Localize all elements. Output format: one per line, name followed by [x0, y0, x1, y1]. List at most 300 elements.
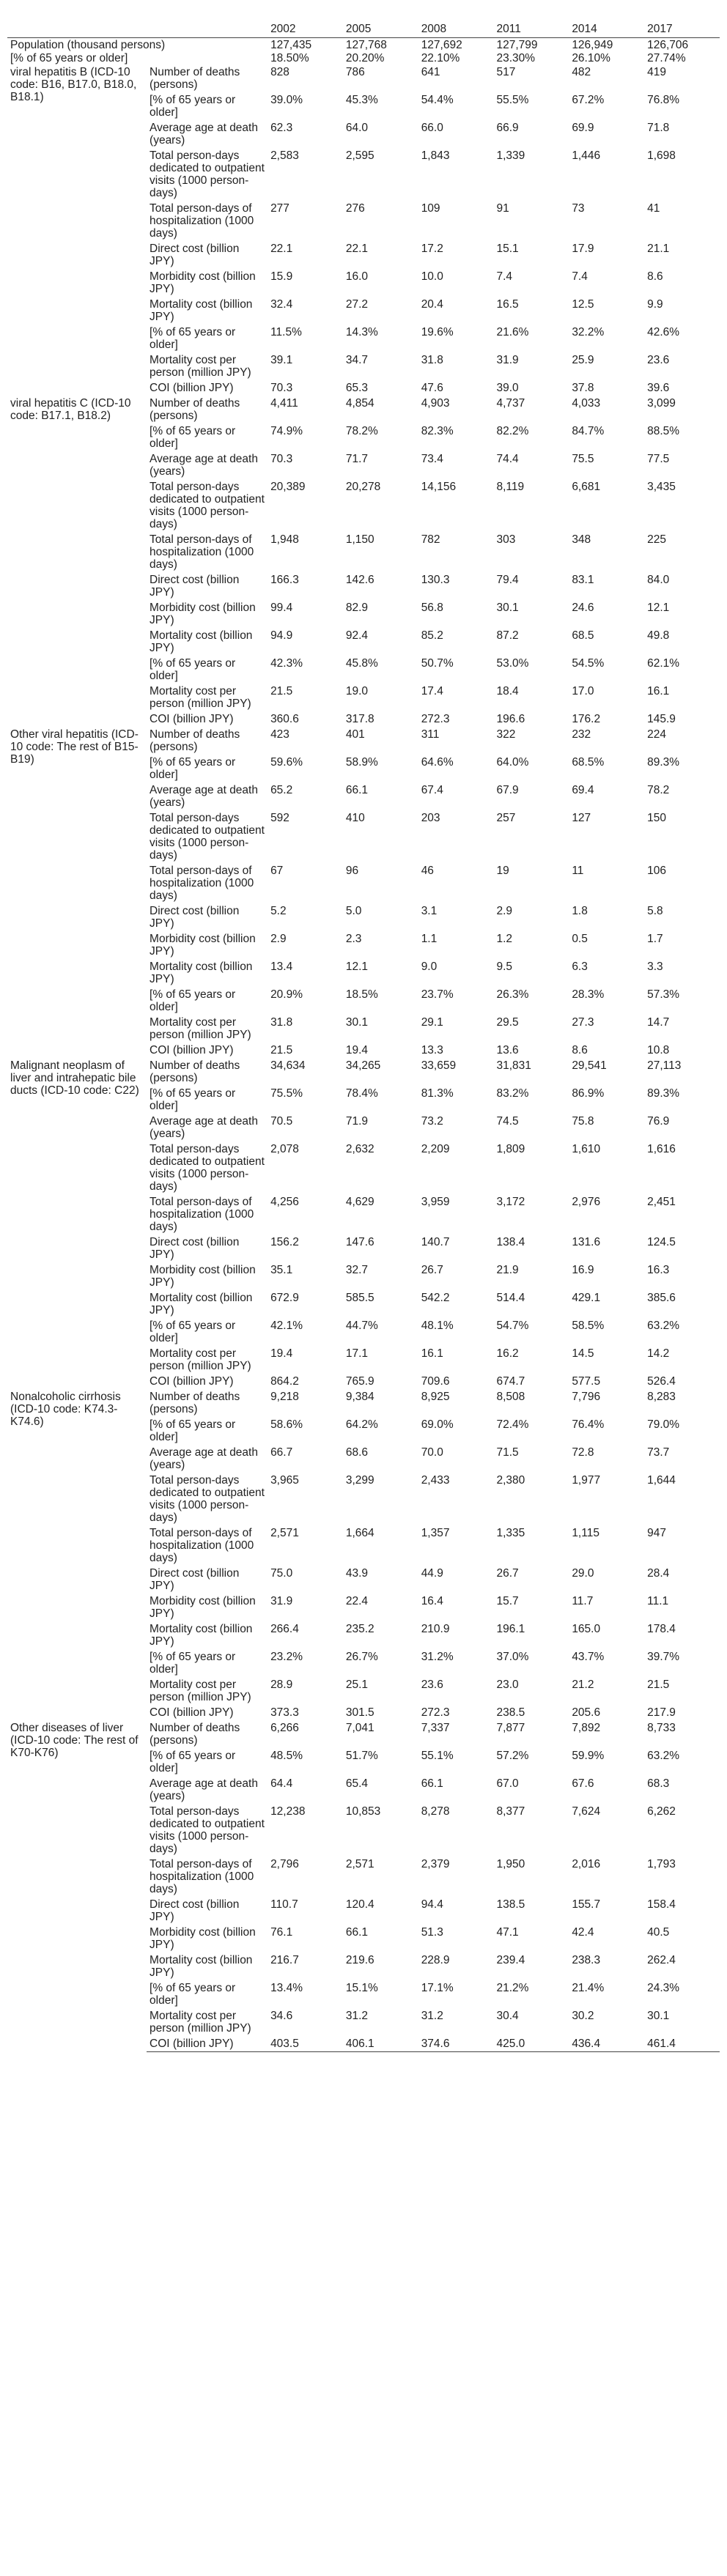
- metric-value: 64.6%: [421, 756, 454, 769]
- population-elderly-label: [% of 65 years or older]: [10, 52, 128, 64]
- metric-value: 89.3%: [647, 756, 680, 769]
- metric-value: 1,698: [647, 149, 676, 162]
- metric-label: Average age at death (years): [150, 784, 258, 809]
- metric-value: 82.2%: [496, 425, 529, 437]
- metric-value: 4,256: [270, 1196, 299, 1208]
- metric-value: 1,339: [496, 149, 525, 162]
- metric-value: 423: [270, 728, 289, 741]
- metric-value: 14.3%: [345, 326, 378, 338]
- metric-value: 3,099: [647, 397, 676, 410]
- metric-value: 22.4: [345, 1595, 369, 1607]
- metric-value: 131.6: [572, 1236, 601, 1248]
- metric-value: 96: [345, 865, 359, 877]
- metric-value: 21.2%: [496, 1982, 529, 1994]
- metric-label: COI (billion JPY): [150, 1044, 234, 1056]
- metric-value: 542.2: [421, 1292, 450, 1304]
- metric-value: 9,384: [345, 1391, 374, 1403]
- metric-value: 22.1: [345, 243, 369, 255]
- metric-value: 4,033: [572, 397, 601, 410]
- metric-value: 7,892: [572, 1722, 601, 1734]
- metric-value: 238.3: [572, 1954, 601, 1966]
- metric-value: 155.7: [572, 1898, 601, 1911]
- metric-label: Total person-days of hospitalization (1000 days): [150, 533, 254, 571]
- metric-label: Total person-days dedicated to outpatient visits (1000 person-days): [150, 1805, 265, 1855]
- metric-value: 68.5: [572, 629, 594, 642]
- metric-value: 166.3: [270, 574, 299, 586]
- metric-value: 76.8%: [647, 94, 680, 106]
- metric-value: 79.0%: [647, 1418, 680, 1431]
- metric-value: 74.4: [496, 453, 519, 465]
- table-body: [7, 38, 720, 2052]
- metric-value: 6,262: [647, 1805, 676, 1818]
- metric-value: 224: [647, 728, 666, 741]
- metric-label: COI (billion JPY): [150, 1706, 234, 1719]
- metric-row: [7, 64, 720, 92]
- metric-value: 9.9: [647, 298, 663, 311]
- metric-value: 709.6: [421, 1375, 450, 1388]
- metric-label: [% of 65 years or older]: [150, 756, 236, 781]
- metric-row: [7, 1058, 720, 1086]
- metric-value: 176.2: [572, 713, 601, 725]
- metric-value: 94.9: [270, 629, 293, 642]
- metric-value: 73.7: [647, 1446, 670, 1459]
- metric-label: Total person-days of hospitalization (1000 days): [150, 1858, 254, 1895]
- metric-value: 39.7%: [647, 1651, 680, 1663]
- metric-value: 15.1%: [345, 1982, 378, 1994]
- metric-label: Total person-days of hospitalization (1000 days): [150, 865, 254, 902]
- metric-value: 2,976: [572, 1196, 601, 1208]
- metric-value: 58.6%: [270, 1418, 303, 1431]
- metric-value: 142.6: [345, 574, 374, 586]
- metric-value: 266.4: [270, 1623, 299, 1635]
- metric-value: 66.1: [345, 784, 369, 796]
- metric-value: 77.5: [647, 453, 670, 465]
- metric-value: 196.1: [496, 1623, 525, 1635]
- metric-value: 2,571: [270, 1527, 299, 1539]
- metric-value: 2.3: [345, 933, 362, 945]
- metric-value: 348: [572, 533, 591, 546]
- metric-value: 71.5: [496, 1446, 519, 1459]
- metric-value: 49.8: [647, 629, 670, 642]
- metric-value: 87.2: [496, 629, 519, 642]
- metric-value: 4,629: [345, 1196, 374, 1208]
- metric-value: 48.1%: [421, 1320, 454, 1332]
- metric-label: Direct cost (billion JPY): [150, 1898, 240, 1923]
- metric-label: Morbidity cost (billion JPY): [150, 1264, 256, 1289]
- metric-value: 18.4: [496, 685, 519, 697]
- metric-value: 32.2%: [572, 326, 605, 338]
- metric-label: Mortality cost (billion JPY): [150, 1954, 253, 1979]
- metric-value: 45.3%: [345, 94, 378, 106]
- metric-value: 7.4: [496, 270, 513, 283]
- metric-value: 385.6: [647, 1292, 676, 1304]
- metric-value: 17.0: [572, 685, 594, 697]
- metric-value: 235.2: [345, 1623, 374, 1635]
- metric-label: Direct cost (billion JPY): [150, 905, 240, 930]
- metric-value: 17.9: [572, 243, 594, 255]
- metric-value: 43.9: [345, 1567, 369, 1580]
- metric-value: 216.7: [270, 1954, 299, 1966]
- metric-value: 16.4: [421, 1595, 443, 1607]
- metric-value: 54.4%: [421, 94, 454, 106]
- metric-value: 8,377: [496, 1805, 525, 1818]
- metric-value: 37.0%: [496, 1651, 529, 1663]
- metric-value: 67: [270, 865, 284, 877]
- metric-value: 84.7%: [572, 425, 605, 437]
- metric-value: 69.0%: [421, 1418, 454, 1431]
- metric-value: 46: [421, 865, 434, 877]
- metric-value: 1,357: [421, 1527, 450, 1539]
- metric-label: Total person-days dedicated to outpatient visits (1000 person-days): [150, 1474, 265, 1524]
- metric-value: 156.2: [270, 1236, 299, 1248]
- metric-value: 4,737: [496, 397, 525, 410]
- metric-value: 1,793: [647, 1858, 676, 1870]
- metric-value: 31.9: [496, 354, 519, 366]
- metric-label: Total person-days dedicated to outpatient visits (1000 person-days): [150, 812, 265, 862]
- metric-value: 461.4: [644, 2036, 720, 2052]
- metric-value: 1.2: [496, 933, 513, 945]
- metric-value: 31.2: [345, 2010, 369, 2022]
- metric-value: 31.8: [421, 354, 443, 366]
- metric-value: 674.7: [496, 1375, 525, 1388]
- metric-value: 31.2%: [421, 1651, 454, 1663]
- metric-value: 110.7: [270, 1898, 298, 1911]
- metric-value: 78.2: [647, 784, 670, 796]
- metric-value: 120.4: [345, 1898, 374, 1911]
- metric-value: 66.7: [270, 1446, 293, 1459]
- metric-value: 16.1: [421, 1347, 443, 1360]
- metric-value: 109: [421, 202, 440, 215]
- metric-value: 7.4: [572, 270, 588, 283]
- metric-value: 76.4%: [572, 1418, 605, 1431]
- metric-value: 165.0: [572, 1623, 601, 1635]
- metric-value: 67.6: [572, 1777, 594, 1790]
- metric-value: 39.0%: [270, 94, 303, 106]
- coi-table: [7, 22, 720, 2052]
- metric-label: Total person-days of hospitalization (1000 days): [150, 1196, 254, 1233]
- metric-value: 29.5: [496, 1016, 519, 1029]
- metric-value: 21.5: [647, 1679, 670, 1691]
- metric-value: 47.1: [496, 1926, 519, 1939]
- metric-label: [% of 65 years or older]: [150, 1418, 236, 1443]
- metric-value: 1,610: [572, 1143, 601, 1155]
- metric-value: 14.5: [572, 1347, 594, 1360]
- metric-value: 4,903: [421, 397, 450, 410]
- metric-value: 2,571: [345, 1858, 374, 1870]
- population-elderly-value: 26.10%: [572, 52, 610, 64]
- population-elderly-value: 22.10%: [421, 52, 460, 64]
- year-header: 2008: [418, 22, 494, 38]
- population-elderly-value: 23.30%: [496, 52, 536, 64]
- metric-value: 24.6: [572, 602, 594, 614]
- metric-value: 2.9: [270, 933, 287, 945]
- metric-value: 1,150: [345, 533, 374, 546]
- metric-value: 76.9: [647, 1115, 670, 1128]
- metric-value: 6,681: [572, 481, 601, 493]
- metric-value: 14.7: [647, 1016, 670, 1029]
- metric-value: 58.5%: [572, 1320, 605, 1332]
- metric-value: 13.4: [270, 961, 293, 973]
- metric-value: 39.1: [270, 354, 293, 366]
- metric-value: 13.3: [421, 1044, 443, 1056]
- metric-value: 138.5: [496, 1898, 525, 1911]
- metric-value: 2,209: [421, 1143, 450, 1155]
- metric-value: 210.9: [421, 1623, 450, 1635]
- disease-name: Nonalcoholic cirrhosis (ICD-10 code: K74.3-K74.6): [10, 1391, 121, 1428]
- metric-label: Mortality cost (billion JPY): [150, 629, 253, 654]
- metric-value: 20.9%: [270, 988, 303, 1001]
- metric-value: 403.5: [267, 2036, 343, 2052]
- metric-value: 58.9%: [345, 756, 378, 769]
- metric-value: 79.4: [496, 574, 519, 586]
- metric-value: 74.9%: [270, 425, 303, 437]
- metric-value: 28.3%: [572, 988, 605, 1001]
- metric-value: 276: [345, 202, 365, 215]
- metric-value: 2,583: [270, 149, 299, 162]
- metric-value: 27.2: [345, 298, 369, 311]
- metric-value: 2.9: [496, 905, 513, 917]
- metric-value: 42.6%: [647, 326, 680, 338]
- metric-value: 20,389: [270, 481, 306, 493]
- metric-value: 23.0: [496, 1679, 519, 1691]
- metric-label: Mortality cost (billion JPY): [150, 1623, 253, 1648]
- metric-value: 30.1: [496, 602, 519, 614]
- metric-row: [7, 1720, 720, 1748]
- population-value: 126,949: [572, 39, 613, 51]
- metric-value: 272.3: [421, 713, 450, 725]
- metric-value: 20,278: [345, 481, 381, 493]
- metric-value: 406.1: [343, 2036, 418, 2052]
- metric-value: 374.6: [418, 2036, 494, 2052]
- metric-value: 6,266: [270, 1722, 299, 1734]
- metric-value: 70.3: [270, 382, 293, 394]
- metric-value: 44.7%: [345, 1320, 378, 1332]
- metric-value: 63.2%: [647, 1750, 680, 1762]
- metric-value: 21.5: [270, 685, 293, 697]
- metric-value: 28.4: [647, 1567, 670, 1580]
- metric-value: 11.7: [572, 1595, 594, 1607]
- metric-value: 9,218: [270, 1391, 299, 1403]
- metric-value: 482: [572, 66, 591, 78]
- disease-name: Other diseases of liver (ICD-10 code: The rest of K70-K76): [10, 1722, 139, 1759]
- metric-value: 83.2%: [496, 1087, 529, 1100]
- metric-label: Mortality cost per person (million JPY): [150, 354, 251, 379]
- metric-value: 45.8%: [345, 657, 378, 670]
- metric-value: 158.4: [647, 1898, 676, 1911]
- metric-value: 59.6%: [270, 756, 303, 769]
- population-value: 127,799: [496, 39, 538, 51]
- metric-label: Mortality cost (billion JPY): [150, 298, 253, 323]
- metric-value: 140.7: [421, 1236, 450, 1248]
- metric-value: 5.0: [345, 905, 362, 917]
- metric-label: Mortality cost per person (million JPY): [150, 1016, 251, 1041]
- metric-value: 782: [421, 533, 440, 546]
- metric-value: 18.5%: [345, 988, 378, 1001]
- metric-value: 16.5: [496, 298, 519, 311]
- metric-value: 277: [270, 202, 289, 215]
- year-header: 2014: [569, 22, 644, 38]
- metric-value: 178.4: [647, 1623, 676, 1635]
- metric-value: 592: [270, 812, 289, 824]
- metric-value: 1.7: [647, 933, 663, 945]
- metric-value: 71.8: [647, 122, 670, 134]
- metric-label: [% of 65 years or older]: [150, 988, 236, 1013]
- metric-value: 2,595: [345, 149, 374, 162]
- metric-value: 66.9: [496, 122, 519, 134]
- metric-value: 84.0: [647, 574, 670, 586]
- metric-value: 31.9: [270, 1595, 293, 1607]
- metric-value: 26.7: [421, 1264, 443, 1276]
- metric-value: 1,335: [496, 1527, 525, 1539]
- metric-value: 429.1: [572, 1292, 601, 1304]
- population-value: 127,692: [421, 39, 462, 51]
- metric-value: 65.4: [345, 1777, 369, 1790]
- metric-value: 1,644: [647, 1474, 676, 1487]
- metric-value: 7,041: [345, 1722, 374, 1734]
- metric-value: 8,283: [647, 1391, 676, 1403]
- metric-value: 39.0: [496, 382, 519, 394]
- metric-value: 71.9: [345, 1115, 369, 1128]
- metric-value: 19.4: [345, 1044, 369, 1056]
- metric-value: 19.0: [345, 685, 369, 697]
- metric-value: 5.2: [270, 905, 287, 917]
- metric-value: 30.2: [572, 2010, 594, 2022]
- metric-value: 70.3: [270, 453, 293, 465]
- metric-value: 3.1: [421, 905, 438, 917]
- metric-value: 89.3%: [647, 1087, 680, 1100]
- metric-value: 20.4: [421, 298, 443, 311]
- metric-value: 14,156: [421, 481, 457, 493]
- metric-value: 30.1: [345, 1016, 369, 1029]
- metric-value: 48.5%: [270, 1750, 303, 1762]
- metric-value: 9.5: [496, 961, 513, 973]
- metric-value: 6.3: [572, 961, 588, 973]
- metric-value: 1,809: [496, 1143, 525, 1155]
- metric-label: Direct cost (billion JPY): [150, 1236, 240, 1261]
- metric-value: 21.2: [572, 1679, 594, 1691]
- metric-label: Number of deaths (persons): [150, 728, 240, 753]
- metric-value: 205.6: [572, 1706, 601, 1719]
- metric-value: 75.5: [572, 453, 594, 465]
- metric-value: 78.2%: [345, 425, 378, 437]
- metric-label: Mortality cost per person (million JPY): [150, 685, 251, 710]
- metric-value: 8,925: [421, 1391, 450, 1403]
- metric-value: 35.1: [270, 1264, 293, 1276]
- metric-value: 301.5: [345, 1706, 374, 1719]
- metric-value: 21.1: [647, 243, 670, 255]
- metric-value: 196.6: [496, 713, 525, 725]
- year-header: 2017: [644, 22, 720, 38]
- metric-value: 257: [496, 812, 516, 824]
- metric-label: Morbidity cost (billion JPY): [150, 1595, 256, 1620]
- metric-value: 15.1: [496, 243, 519, 255]
- metric-value: 9.0: [421, 961, 438, 973]
- metric-label: Number of deaths (persons): [150, 1391, 240, 1415]
- metric-value: 828: [270, 66, 289, 78]
- metric-value: 15.9: [270, 270, 293, 283]
- metric-value: 50.7%: [421, 657, 454, 670]
- metric-value: 203: [421, 812, 440, 824]
- metric-value: 262.4: [647, 1954, 676, 1966]
- metric-label: [% of 65 years or older]: [150, 326, 236, 351]
- metric-value: 73: [572, 202, 585, 215]
- header-blank: [147, 22, 267, 38]
- population-elderly-value: 27.74%: [647, 52, 686, 64]
- metric-value: 1,115: [572, 1527, 599, 1539]
- metric-value: 29,541: [572, 1059, 607, 1072]
- metric-value: 1,950: [496, 1858, 525, 1870]
- metric-value: 68.5%: [572, 756, 605, 769]
- metric-value: 311: [421, 728, 440, 741]
- metric-value: 54.7%: [496, 1320, 529, 1332]
- metric-value: 24.3%: [647, 1982, 680, 1994]
- metric-value: 526.4: [647, 1375, 676, 1388]
- year-header: 2011: [494, 22, 569, 38]
- metric-value: 83.1: [572, 574, 594, 586]
- metric-value: 72.8: [572, 1446, 594, 1459]
- population-row: [7, 38, 720, 52]
- metric-value: 99.4: [270, 602, 293, 614]
- metric-value: 82.9: [345, 602, 369, 614]
- population-elderly-value: 20.20%: [345, 52, 385, 64]
- metric-value: 7,337: [421, 1722, 450, 1734]
- metric-value: 786: [345, 66, 365, 78]
- metric-value: 44.9: [421, 1567, 443, 1580]
- metric-value: 92.4: [345, 629, 369, 642]
- metric-value: 69.4: [572, 784, 594, 796]
- metric-value: 15.7: [496, 1595, 519, 1607]
- metric-value: 303: [496, 533, 516, 546]
- metric-label: Average age at death (years): [150, 1777, 258, 1802]
- metric-value: 585.5: [345, 1292, 374, 1304]
- metric-value: 64.0%: [496, 756, 529, 769]
- metric-value: 67.9: [496, 784, 519, 796]
- metric-value: 30.1: [647, 2010, 670, 2022]
- metric-label: Number of deaths (persons): [150, 397, 240, 422]
- metric-value: 8,508: [496, 1391, 525, 1403]
- header-blank: [7, 22, 147, 38]
- metric-value: 25.9: [572, 354, 594, 366]
- metric-value: 577.5: [572, 1375, 601, 1388]
- metric-value: 1,664: [345, 1527, 374, 1539]
- metric-value: 33,659: [421, 1059, 457, 1072]
- disease-name: Malignant neoplasm of liver and intrahepatic bile ducts (ICD-10 code: C22): [10, 1059, 139, 1097]
- metric-value: 7,877: [496, 1722, 525, 1734]
- metric-value: 70.5: [270, 1115, 293, 1128]
- metric-value: 21.6%: [496, 326, 529, 338]
- metric-value: 517: [496, 66, 516, 78]
- metric-value: 373.3: [270, 1706, 299, 1719]
- metric-value: 23.7%: [421, 988, 454, 1001]
- metric-value: 410: [345, 812, 365, 824]
- metric-value: 13.4%: [270, 1982, 303, 1994]
- metric-value: 68.3: [647, 1777, 670, 1790]
- metric-value: 3,172: [496, 1196, 525, 1208]
- metric-value: 28.9: [270, 1679, 293, 1691]
- metric-value: 47.6: [421, 382, 443, 394]
- metric-value: 138.4: [496, 1236, 525, 1248]
- metric-value: 17.2: [421, 243, 443, 255]
- metric-value: 66.1: [345, 1926, 369, 1939]
- metric-label: Average age at death (years): [150, 1115, 258, 1140]
- metric-value: 62.1%: [647, 657, 680, 670]
- metric-value: 21.5: [270, 1044, 293, 1056]
- metric-value: 69.9: [572, 122, 594, 134]
- year-header: 2005: [343, 22, 418, 38]
- metric-value: 23.2%: [270, 1651, 303, 1663]
- metric-label: [% of 65 years or older]: [150, 1087, 236, 1112]
- metric-value: 7,796: [572, 1391, 601, 1403]
